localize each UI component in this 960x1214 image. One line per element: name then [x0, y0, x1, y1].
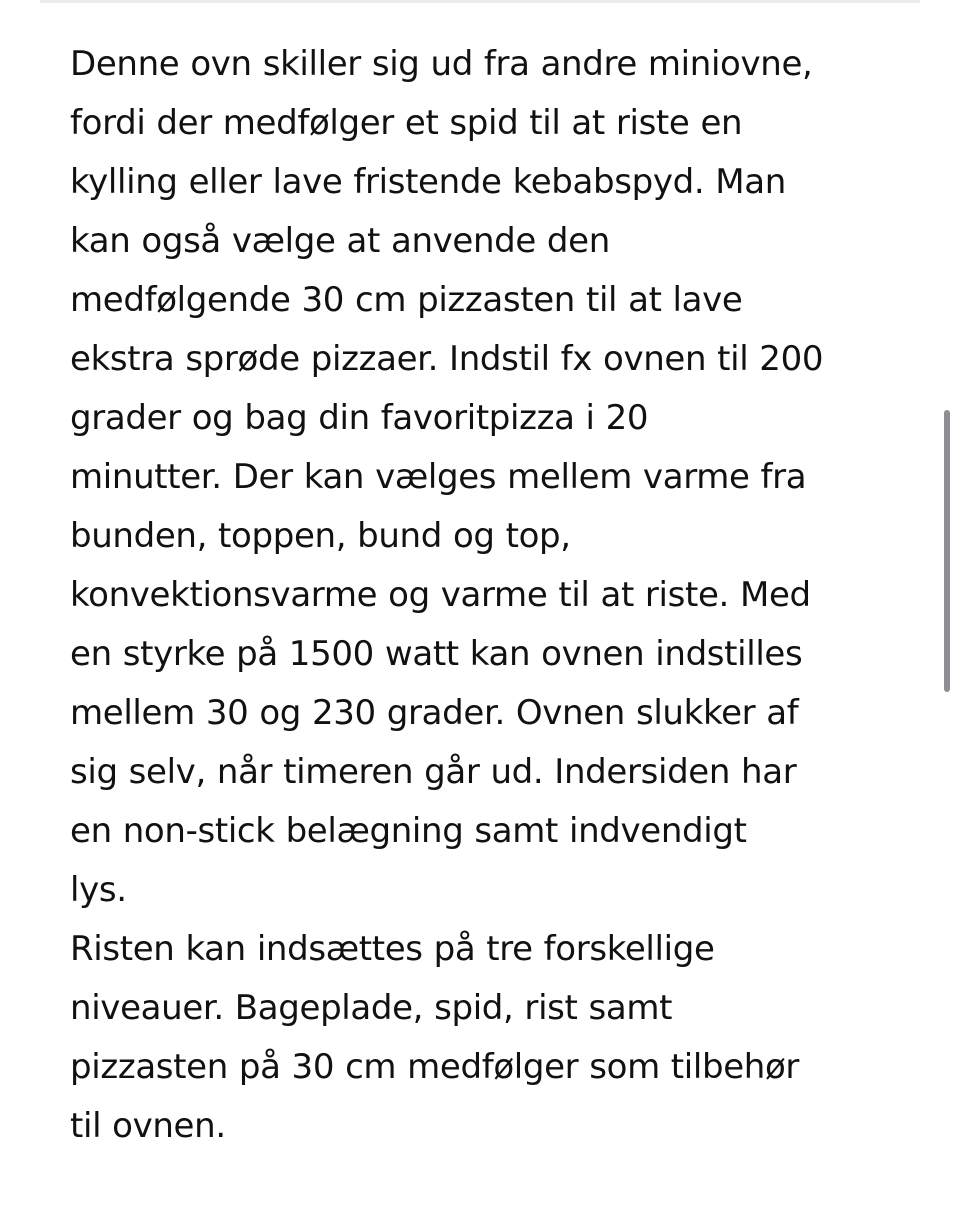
- paragraph-line: mellem 30 og 230 grader. Ovnen slukker af: [70, 693, 799, 733]
- scrollbar-thumb[interactable]: [944, 410, 950, 692]
- paragraph-line: konvektionsvarme og varme til at riste. Med: [70, 575, 811, 615]
- paragraph-line: kylling eller lave fristende kebabspyd. Man: [70, 162, 786, 202]
- paragraph-line: niveauer. Bageplade, spid, rist samt: [70, 988, 673, 1028]
- paragraph-line: ekstra sprøde pizzaer. Indstil fx ovnen til 200: [70, 339, 824, 379]
- paragraph-line: lys.: [70, 870, 127, 910]
- paragraph-line: sig selv, når timeren går ud. Indersiden har: [70, 752, 797, 792]
- product-description: [70, 35, 910, 1156]
- paragraph-line: grader og bag din favoritpizza i 20: [70, 398, 649, 438]
- paragraph-line: pizzasten på 30 cm medfølger som tilbehør: [70, 1047, 800, 1087]
- vertical-scrollbar[interactable]: [944, 0, 952, 1214]
- paragraph-line: medfølgende 30 cm pizzasten til at lave: [70, 280, 743, 320]
- paragraph-line: minutter. Der kan vælges mellem varme fra: [70, 457, 807, 497]
- top-divider: [40, 0, 920, 3]
- paragraph-line: bunden, toppen, bund og top,: [70, 516, 571, 556]
- paragraph-line: Denne ovn skiller sig ud fra andre miniovne,: [70, 44, 813, 84]
- paragraph-line: Risten kan indsættes på tre forskellige: [70, 929, 715, 969]
- paragraph-line: kan også vælge at anvende den: [70, 221, 610, 261]
- paragraph-line: til ovnen.: [70, 1106, 226, 1146]
- paragraph-line: fordi der medfølger et spid til at riste en: [70, 103, 743, 143]
- paragraph-line: en styrke på 1500 watt kan ovnen indstilles: [70, 634, 803, 674]
- paragraph-line: en non-stick belægning samt indvendigt: [70, 811, 747, 851]
